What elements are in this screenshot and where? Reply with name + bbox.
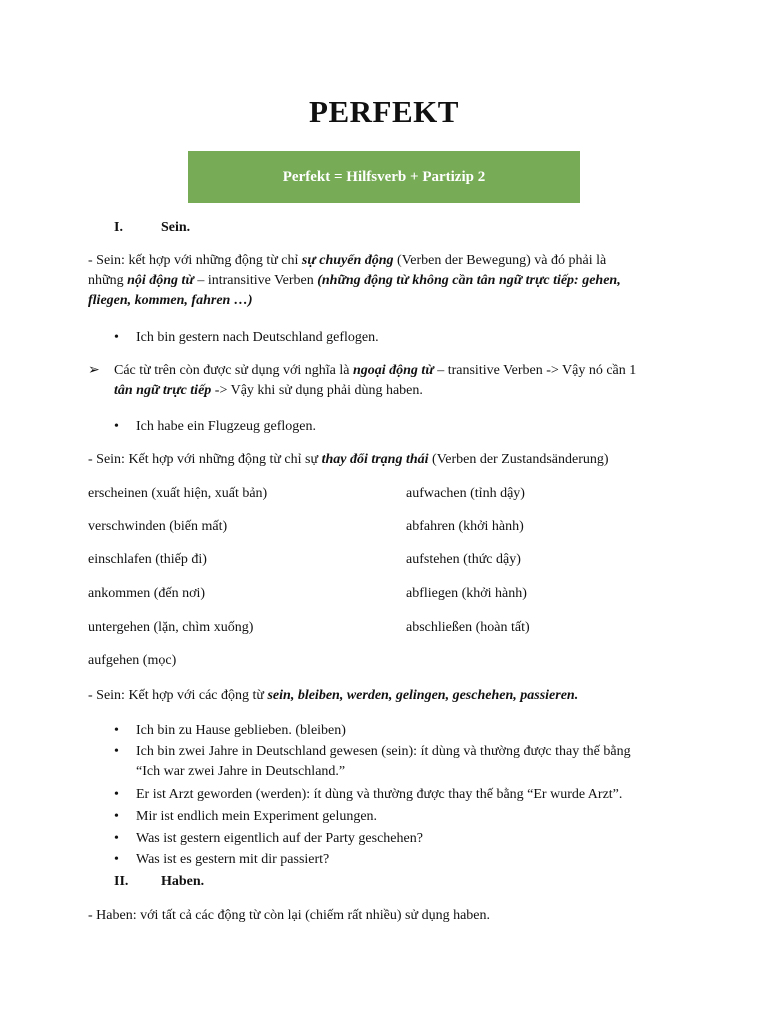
example-text bbox=[136, 742, 688, 782]
bullet-icon: • bbox=[114, 831, 119, 846]
example-text: Was ist es gestern mit dir passiert? bbox=[136, 852, 330, 867]
zustand-paragraph bbox=[88, 450, 688, 470]
bullet-icon: • bbox=[114, 809, 119, 824]
verb-left-3: ankommen (đến nơi) bbox=[88, 586, 206, 601]
list-item bbox=[88, 829, 688, 849]
list-item bbox=[88, 785, 688, 805]
example-text: Ich bin gestern nach Deutschland geflogen. bbox=[136, 330, 379, 345]
bullet-icon: • bbox=[114, 852, 119, 867]
emphasis-span: ngoại động từ bbox=[352, 363, 434, 378]
text-span: - Sein: kết hợp với những động từ chỉ bbox=[88, 253, 302, 268]
emphasis-span: sự chuyển động bbox=[301, 253, 394, 268]
list-item bbox=[88, 742, 688, 782]
example-text: Er ist Arzt geworden (werden): ít dùng và thường được thay thế bằng “Er wurde Arzt”. bbox=[136, 787, 623, 802]
verb-right-3: abfliegen (khởi hành) bbox=[406, 586, 527, 601]
text-span: - Sein: Kết hợp với các động từ bbox=[88, 688, 268, 703]
verb-right-0: aufwachen (tỉnh dậy) bbox=[406, 486, 525, 501]
arrow-bullet-icon: ➢ bbox=[88, 363, 100, 378]
page-title: PERFEKT bbox=[309, 94, 459, 129]
section-heading-sein bbox=[114, 218, 314, 238]
verb-left-5: aufgehen (mọc) bbox=[88, 653, 177, 668]
section-number: II. bbox=[114, 874, 129, 889]
bullet-icon: • bbox=[114, 744, 119, 759]
verb-right-4: abschließen (hoàn tất) bbox=[406, 620, 530, 635]
sein-intro-paragraph bbox=[88, 251, 688, 311]
example-text: Mir ist endlich mein Experiment gelungen. bbox=[136, 809, 378, 824]
emphasis-span: nội động từ bbox=[127, 273, 194, 288]
emphasis-span: tân ngữ trực tiếp bbox=[114, 383, 212, 398]
example-text: Ich habe ein Flugzeug geflogen. bbox=[136, 419, 316, 434]
sein-intro-line-2 bbox=[88, 271, 688, 291]
list-item bbox=[88, 417, 688, 437]
list-item bbox=[88, 850, 688, 870]
example-text: Was ist gestern eigentlich auf der Party geschehen? bbox=[136, 831, 423, 846]
text-span: – transitive Verben -> Vậy nó cần 1 bbox=[433, 363, 637, 378]
bullet-icon: • bbox=[114, 419, 119, 434]
transitive-note-text bbox=[114, 361, 688, 401]
verb-left-2: einschlafen (thiếp đi) bbox=[88, 552, 207, 567]
section-label: Haben. bbox=[161, 874, 205, 889]
example-line: “Ich war zwei Jahre in Deutschland.” bbox=[136, 764, 346, 779]
text-span: -> Vậy khi sử dụng phải dùng haben. bbox=[211, 383, 423, 398]
haben-paragraph: - Haben: với tất cả các động từ còn lại (chiếm rất nhiều) sử dụng haben. bbox=[88, 908, 490, 923]
example-line: Ich bin zwei Jahre in Deutschland gewesen (sein): ít dùng và thường được thay thế bằng bbox=[136, 744, 631, 759]
verb-left-0: erscheinen (xuất hiện, xuất bản) bbox=[88, 486, 268, 501]
example-text: Ich bin zu Hause geblieben. (bleiben) bbox=[136, 723, 346, 738]
sein-intro-line-3: fliegen, kommen, fahren …) bbox=[88, 293, 253, 308]
text-span: những bbox=[88, 273, 128, 288]
text-span: (Verben der Zustandsänderung) bbox=[428, 452, 609, 467]
emphasis-span: thay đổi trạng thái bbox=[321, 452, 429, 467]
bullet-icon: • bbox=[114, 787, 119, 802]
formula-text: Perfekt = Hilfsverb + Partizip 2 bbox=[282, 169, 486, 185]
formula-box bbox=[188, 151, 580, 203]
text-span: (Verben der Bewegung) và đó phải là bbox=[393, 253, 607, 268]
text-span: - Sein: Kết hợp với những động từ chỉ sự bbox=[88, 452, 322, 467]
verb-right-1: abfahren (khởi hành) bbox=[406, 519, 524, 534]
section-number: I. bbox=[114, 220, 123, 235]
section-label: Sein. bbox=[161, 220, 191, 235]
list-item bbox=[88, 328, 688, 348]
text-span: Các từ trên còn được sử dụng với nghĩa là bbox=[114, 363, 353, 378]
bullet-icon: • bbox=[114, 330, 119, 345]
transitive-note bbox=[88, 361, 688, 401]
bullet-icon: • bbox=[114, 723, 119, 738]
special-verbs-paragraph bbox=[88, 686, 688, 706]
section-heading-haben bbox=[114, 872, 314, 892]
text-span: – intransitive Verben bbox=[193, 273, 318, 288]
emphasis-span: sein, bleiben, werden, gelingen, geschehen, passieren. bbox=[267, 688, 579, 703]
list-item bbox=[88, 721, 688, 741]
verb-right-2: aufstehen (thức dậy) bbox=[406, 552, 521, 567]
verb-left-1: verschwinden (biến mất) bbox=[88, 519, 228, 534]
sein-intro-line-1 bbox=[88, 251, 688, 271]
verb-left-4: untergehen (lặn, chìm xuống) bbox=[88, 620, 254, 635]
list-item bbox=[88, 807, 688, 827]
emphasis-span: (những động từ không cần tân ngữ trực tiếp: gehen, bbox=[317, 273, 621, 288]
